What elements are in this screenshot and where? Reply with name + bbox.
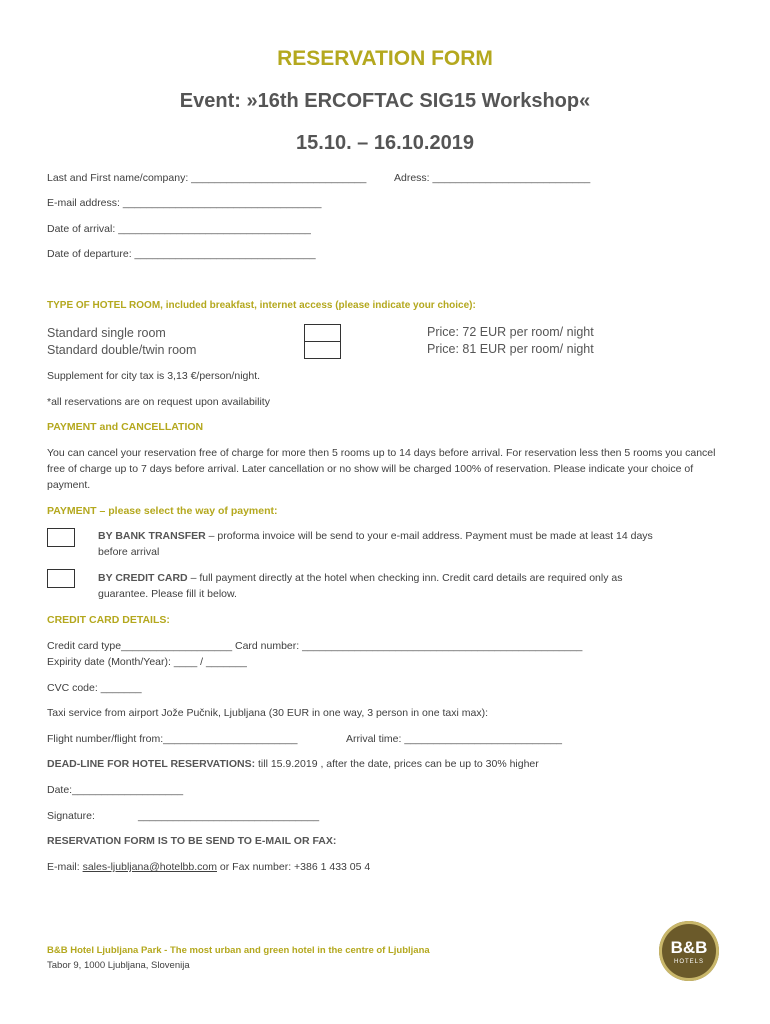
taxi-note: Taxi service from airport Jože Pučnik, Ljubljana (30 EUR in one way, 3 person in one taxi max): — [47, 707, 489, 719]
arrival-time-field[interactable]: Arrival time: ___________________________ — [346, 733, 563, 745]
signature-field[interactable]: _______________________________ — [138, 810, 320, 822]
credit-card-option — [98, 572, 622, 584]
deadline-note — [47, 758, 539, 770]
bank-transfer-text-2: before arrival — [98, 546, 160, 558]
credit-card-text-2: guarantee. Please fill it below. — [98, 588, 237, 600]
signature-label: Signature: — [47, 810, 95, 822]
email-prefix: E-mail: — [47, 861, 83, 873]
date-field[interactable]: Date:___________________ — [47, 784, 184, 796]
credit-card-checkbox[interactable] — [47, 569, 75, 588]
bb-hotels-logo — [659, 921, 719, 981]
bank-transfer-text: – proforma invoice will be send to your e-mail address. Payment must be made at least 14 days — [205, 530, 653, 542]
contact-line — [47, 861, 370, 873]
flight-field[interactable]: Flight number/flight from:_______________________ — [47, 733, 298, 745]
bank-transfer-label: BY BANK TRANSFER — [98, 530, 206, 542]
payment-select-heading: PAYMENT – please select the way of payment: — [47, 505, 278, 517]
expiry-field[interactable]: Expirity date (Month/Year): ____ / _______ — [47, 656, 247, 668]
form-title: RESERVATION FORM — [277, 47, 493, 70]
double-room-checkbox[interactable] — [304, 341, 341, 359]
room-heading: TYPE OF HOTEL ROOM, included breakfast, internet access (please indicate your choice): — [47, 300, 476, 311]
cvc-field[interactable]: CVC code: _______ — [47, 682, 142, 694]
single-room-checkbox[interactable] — [304, 324, 341, 342]
single-room-price: Price: 72 EUR per room/ night — [427, 325, 594, 339]
credit-card-label: BY CREDIT CARD — [98, 572, 188, 584]
deadline-text: till 15.9.2019 , after the date, prices can be up to 30% higher — [255, 758, 539, 770]
double-room-label: Standard double/twin room — [47, 343, 197, 357]
logo-text: B&B — [670, 938, 708, 957]
logo-subtext: HOTELS — [673, 959, 704, 965]
send-heading: RESERVATION FORM IS TO BE SEND TO E-MAIL OR FAX: — [47, 835, 337, 847]
credit-card-text: – full payment directly at the hotel when checking inn. Credit card details are required only as — [187, 572, 623, 584]
card-details-heading: CREDIT CARD DETAILS: — [47, 614, 170, 626]
footer-address: Tabor 9, 1000 Ljubljana, Slovenija — [47, 960, 190, 971]
event-dates: 15.10. – 16.10.2019 — [296, 132, 474, 154]
name-field[interactable]: Last and First name/company: ______________________________ — [47, 172, 367, 184]
email-link[interactable]: sales-ljubljana@hotelbb.com — [82, 861, 217, 873]
footer-tagline: B&B Hotel Ljubljana Park - The most urban and green hotel in the centre of Ljubljana — [47, 945, 430, 956]
bank-transfer-checkbox[interactable] — [47, 528, 75, 547]
cancellation-text: You can cancel your reservation free of charge for more then 5 rooms up to 14 days before arrival. For reservation less then 5 rooms you cancel free of charge up to 7 days before arrival. Later cancellation or no show will be charged 100% of reservation. Please indicate your choice of payment. — [47, 447, 716, 491]
address-field[interactable]: Adress: ___________________________ — [394, 172, 591, 184]
event-title: Event: »16th ERCOFTAC SIG15 Workshop« — [179, 90, 591, 112]
double-room-price: Price: 81 EUR per room/ night — [427, 342, 594, 356]
arrival-field[interactable]: Date of arrival: _________________________________ — [47, 223, 311, 235]
payment-heading: PAYMENT and CANCELLATION — [47, 421, 204, 433]
fax-text: or Fax number: +386 1 433 05 4 — [217, 861, 371, 873]
bank-transfer-option — [98, 530, 653, 542]
email-field[interactable]: E-mail address: __________________________________ — [47, 197, 322, 209]
card-number-field[interactable]: Credit card type___________________ Card number: ________________________________________________ — [47, 640, 583, 652]
single-room-label: Standard single room — [47, 326, 166, 340]
availability-note: *all reservations are on request upon availability — [47, 396, 270, 408]
deadline-label: DEAD-LINE FOR HOTEL RESERVATIONS: — [47, 758, 256, 770]
city-tax-note: Supplement for city tax is 3,13 €/person/night. — [47, 370, 261, 382]
departure-field[interactable]: Date of departure: _______________________________ — [47, 248, 316, 260]
